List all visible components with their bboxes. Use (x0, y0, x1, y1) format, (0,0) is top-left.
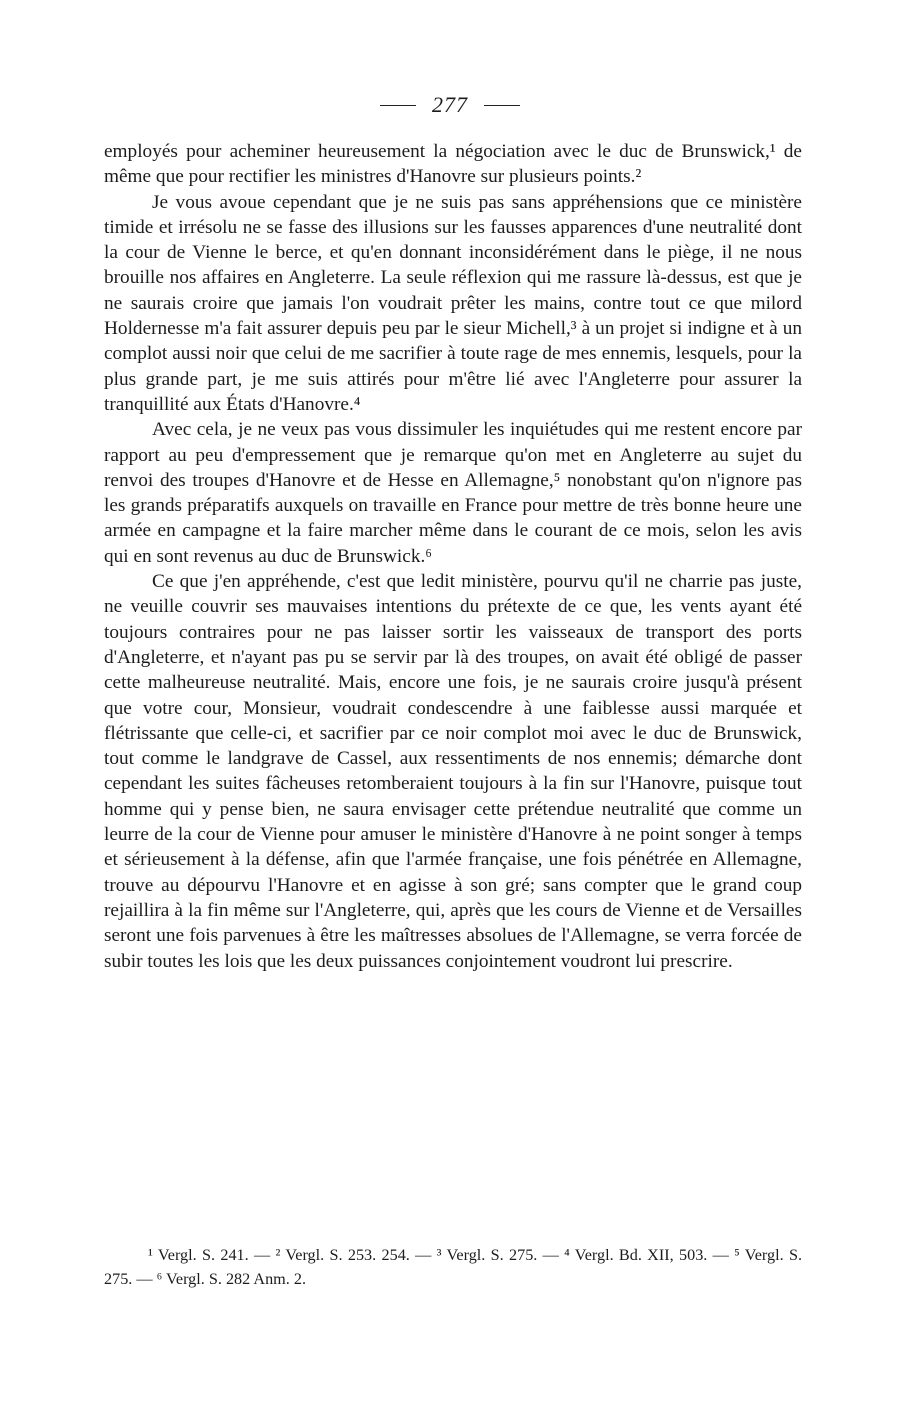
page-number: 277 (432, 92, 468, 117)
paragraph: Avec cela, je ne veux pas vous dissimuler les inquiétudes qui me restent encore par rapport au peu d'empressement que je remarque qu'on met en Angleterre au sujet du renvoi des troupes d'Hanovre et de Hesse en Allemagne,⁵ nonobstant qu'on n'ignore pas les grands préparatifs auxquels on travaille en France pour mettre de très bonne heure une armée en campagne et la faire marcher même dans le courant de ce mois, selon les avis qui en sont revenus au duc de Brunswick.⁶ (104, 419, 802, 567)
header-rule-left (380, 105, 416, 106)
body-text (104, 139, 802, 974)
paragraph: Ce que j'en appréhende, c'est que ledit ministère, pourvu qu'il ne charrie pas juste, ne veuille couvrir ses mauvaises intentions du prétexte de ce que, les vents ayant été toujours contraires pour ne pas laisser sortir les vaisseaux de transport des ports d'Angleterre, et n'ayant pas pu se servir par là des troupes, on avait été obligé de passer cette malheureuse neutralité. Mais, encore une fois, je ne saurais croire jusqu'à présent que votre cour, Monsieur, voudrait condescendre à une faiblesse aussi marquée et flétrissante que celle-ci, et sacrifier par ce noir complot moi avec le duc de Brunswick, tout comme le landgrave de Cassel, aux ressentiments de nos ennemis; démarche dont cependant les suites fâcheuses retomberaient toujours à la fin sur l'Hanovre, puisque tout homme qui y pense bien, ne saura envisager cette prétendue neutralité que comme un leurre de la cour de Vienne pour amuser le ministère d'Hanovre à ne point songer à temps et sérieusement à la défense, afin que l'armée française, une fois pénétrée en Allemagne, trouve au dépourvu l'Hanovre et en agisse à son gré; sans compter que le grand coup rejaillira à la fin même sur l'Angleterre, qui, après que les cours de Vienne et de Versailles seront une fois parvenues à être les maîtresses absolues de l'Allemagne, se verra forcée de subir toutes les lois que les deux puissances conjointement voudront lui prescrire. (104, 571, 802, 972)
footnotes (104, 1243, 802, 1291)
paragraph: Je vous avoue cependant que je ne suis pas sans appréhensions que ce ministère timide et irrésolu ne se fasse des illusions sur les fausses apparences d'une neutralité dont la cour de Vienne le berce, et qu'en donnant inconsidérément dans le piège, il ne nous brouille nos affaires en Angleterre. La seule réflexion qui me rassure là-dessus, est que je ne saurais croire que jamais l'on voudrait prêter les mains, contre tout ce que milord Holdernesse m'a fait assurer depuis peu par le sieur Michell,³ à un projet si indigne et à un complot aussi noir que celui de me sacrifier à toute rage de mes ennemis, lesquels, pour la plus grande part, je me suis attirés pour m'être lié avec l'Angleterre pour assurer la tranquillité aux États d'Hanovre.⁴ (104, 191, 802, 415)
paragraph-continuation: employés pour acheminer heureusement la négociation avec le duc de Brunswick,¹ de même que pour rectifier les ministres d'Hanovre sur plusieurs points.² (104, 141, 802, 188)
header-rule-right (484, 105, 520, 106)
footnote-text: ¹ Vergl. S. 241. — ² Vergl. S. 253. 254. — ³ Vergl. S. 275. — ⁴ Vergl. Bd. XII, 503. — ⁵ Vergl. S. 275. — ⁶ Vergl. S. 282 Anm. 2. (104, 1246, 802, 1288)
page-header (0, 92, 900, 118)
